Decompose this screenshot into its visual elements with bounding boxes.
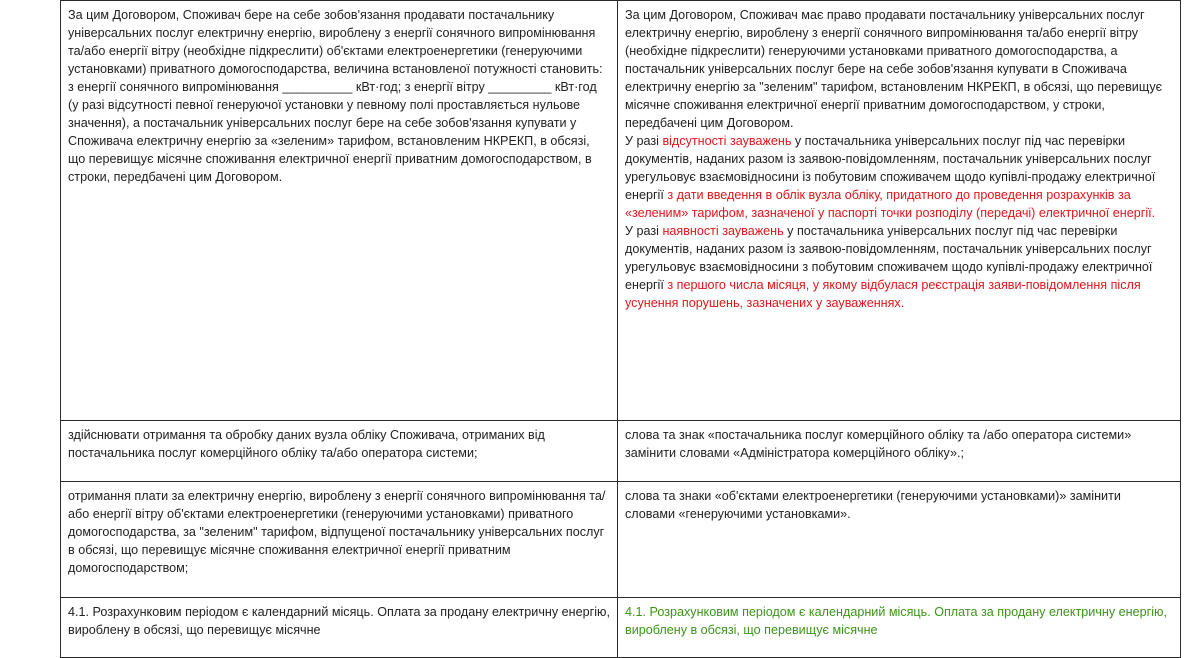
highlighted-text: відсутності зауважень [662,134,792,148]
comparison-table [60,0,1181,658]
text-run: у постачальника універсальних послуг під час перевірки документів, наданих разом із заявою-повідомленням, постачальник універсальних послуг урегульовує взаємовідносини з побутовим споживачем щодо купівлі-продажу електричної енергії [625,224,1153,292]
cell-text: отримання плати за електричну енергію, вироблену з енергії сонячного випромінювання та/або енергії вітру об'єктами електроенергетики (генеруючими установками) приватного домогосподарства, за "зеленим" тарифом, відпущеної постачальнику універсальних послуг в обсязі, що перевищує місячне споживання електричної енергії приватним домогосподарством; [68,489,606,575]
cell-paragraph [625,132,1173,222]
table-row [61,421,1181,482]
table-cell-proposed-wording [618,482,1181,598]
highlighted-text: з першого числа місяця, у якому відбулася реєстрація заяви-повідомлення після усунення порушень, зазначених у зауваженнях. [625,278,1141,310]
table-cell-current-wording [61,482,618,598]
table-row [61,1,1181,421]
highlighted-text: наявності зауважень [662,224,784,238]
cell-text: 4.1. Розрахунковим періодом є календарний місяць. Оплата за продану електричну енергію, вироблену в обсязі, що перевищує місячне [68,605,610,637]
highlighted-text: з дати введення в облік вузла обліку, придатного до проведення розрахунків за «зеленим» тарифом, зазначеної у паспорті точки розподілу (передачі) електричної енергії. [625,188,1156,220]
text-run: У разі [625,224,663,238]
cell-text-green: 4.1. Розрахунковим періодом є календарний місяць. Оплата за продану електричну енергію, вироблену в обсязі, що перевищує місячне [625,605,1167,637]
table-cell-proposed-wording [618,1,1181,421]
cell-paragraph [625,222,1173,312]
cell-text: слова та знак «постачальника послуг комерційного обліку та /або оператора системи» замінити словами «Адміністратора комерційного обліку».; [625,428,1132,460]
cell-text: здійснювати отримання та обробку даних вузла обліку Споживача, отриманих від постачальника послуг комерційного обліку та/або оператора системи; [68,428,545,460]
table-cell-current-wording [61,598,618,658]
cell-text: За цим Договором, Споживач бере на себе зобов'язання продавати постачальнику універсальних послуг електричну енергію, вироблену з енергії сонячного випромінювання та/або енергії вітру (необхідне підкреслити) об'єктами електроенергетики (генеруючими установками) приватного домогосподарства, величина встановленої потужності становить: з енергії сонячного випромінювання __________ кВт·год; з енергії вітру _________ кВт·год (у разі відсутності певної генеруючої установки у певному полі проставляється нульове значення), а постачальник універсальних послуг бере на себе зобов'язання купувати у Споживача електричну енергію за «зеленим» тарифом, встановленим НКРЕКП, в обсязі, що перевищує місячне споживання електричної енергії приватним домогосподарством, в строки, передбачені цим Договором. [68,8,603,184]
table-cell-proposed-wording [618,421,1181,482]
table-row [61,598,1181,658]
cell-text: За цим Договором, Споживач має право продавати постачальнику універсальних послуг електричну енергію, вироблену з енергії сонячного випромінювання та/або енергії вітру (необхідне підкреслити) генеруючими установками приватного домогосподарства, а постачальник універсальних послуг бере на себе зобов'язання купувати в Споживача електричну енергію за "зеленим" тарифом, встановленим НКРЕКП, в обсязі, що перевищує місячне споживання електричної енергії приватним домогосподарством, у строки, передбачені цим Договором. [625,8,1163,130]
table-cell-current-wording [61,421,618,482]
text-run: у постачальника універсальних послуг під час перевірки документів, наданих разом із заявою-повідомленням, постачальник універсальних послуг урегульовує взаємовідносини із побутовим споживачем щодо купівлі-продажу електричної енергії [625,134,1156,202]
cell-text: слова та знаки «об'єктами електроенергетики (генеруючими установками)» замінити словами «генеруючими установками». [625,489,1121,521]
table-cell-current-wording [61,1,618,421]
table-cell-proposed-wording [618,598,1181,658]
text-run: У разі [625,134,663,148]
table-row [61,482,1181,598]
